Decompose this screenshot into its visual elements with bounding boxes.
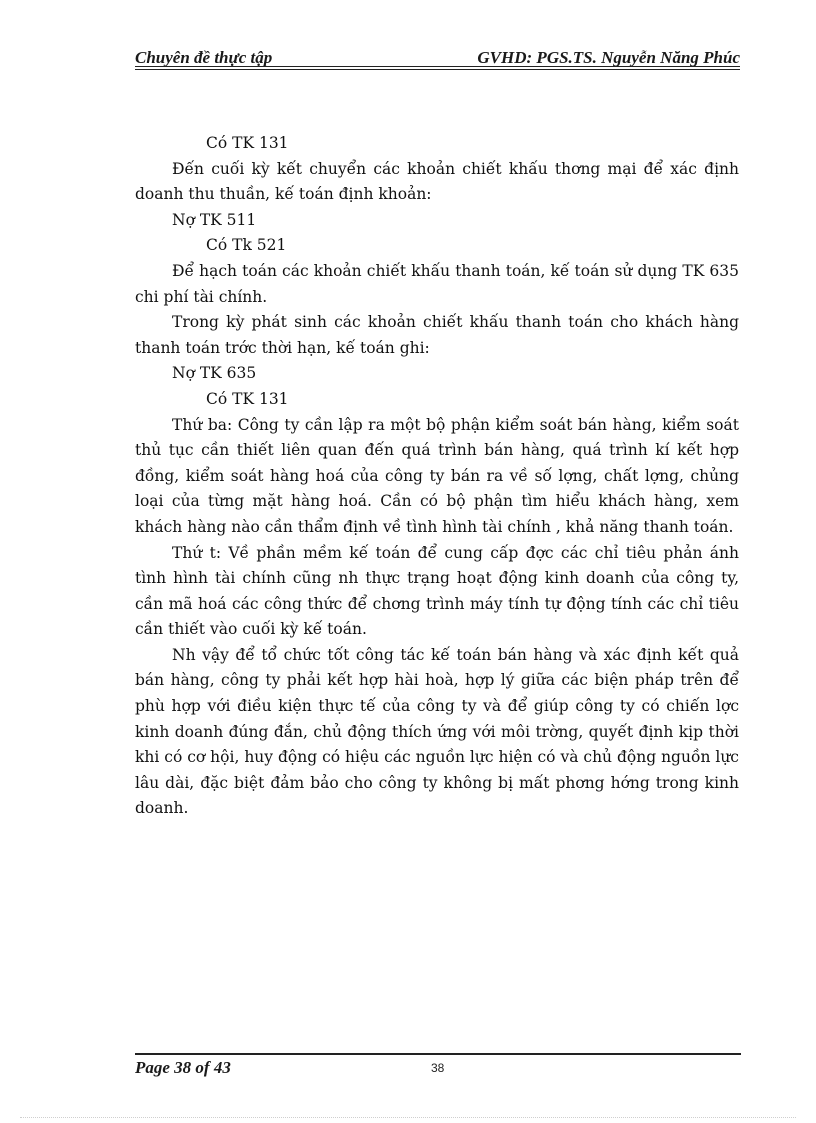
page-header	[135, 48, 740, 70]
footer-page-number: 38	[431, 1061, 445, 1075]
page-bottom-edge	[20, 1117, 796, 1118]
paragraph: Đến cuối kỳ kết chuyển các khoản chiết khấu thơng mại để xác định doanh thu thuần, kế toán định khoản:	[135, 159, 739, 204]
header-title: Chuyên đề thực tập	[135, 48, 273, 67]
paragraph: Để hạch toán các khoản chiết khấu thanh toán, kế toán sử dụng TK 635 chi phí tài chính.	[135, 261, 739, 306]
paragraph: Trong kỳ phát sinh các khoản chiết khấu thanh toán cho khách hàng thanh toán trớc thời hạn, kế toán ghi:	[135, 313, 739, 357]
paragraph: Nợ TK 635	[172, 364, 257, 383]
paragraph: Nợ TK 511	[172, 210, 257, 229]
footer-rule	[135, 1053, 741, 1055]
footer-page-label: Page 38 of 43	[135, 1058, 231, 1077]
paragraph: Có TK 131	[206, 389, 289, 408]
paragraph: Có TK 131	[206, 134, 289, 152]
paragraph: Có Tk 521	[206, 236, 287, 255]
header-rule-double	[135, 69, 740, 70]
paragraph: Thứ ba: Công ty cần lập ra một bộ phận kiểm soát bán hàng, kiểm soát thủ tục cần thiết liên quan đến quá trình bán hàng, quá trình kí kết hợp đồng, kiểm soát hàng hoá của công ty bán ra về số lợng, chất lợng, chủng loại của từng mặt hàng hoá. Cần có bộ phận tìm hiểu khách hàng, xem khách hàng nào cần thẩm định về tình hình tài chính , khả năng thanh toán.	[135, 415, 739, 536]
paragraph: Thứ t: Về phần mềm kế toán để cung cấp đợc các chỉ tiêu phản ánh tình hình tài chính cũng nh thực trạng hoạt động kinh doanh của công ty, cần mã hoá các công thức để chơng trình máy tính tự động tính các chỉ tiêu cần thiết vào cuối kỳ kế toán.	[135, 543, 739, 639]
paragraph: Nh vậy để tổ chức tốt công tác kế toán bán hàng và xác định kết quả bán hàng, công ty phải kết hợp hài hoà, hợp lý giữa các biện pháp trên để phù hợp với điều kiện thực tế của công ty và để giúp công ty có chiến lợc kinh doanh đúng đắn, chủ động thích ứng với môi trờng, quyết định kịp thời khi có cơ hội, huy động có hiệu các nguồn lực hiện có và chủ động nguồn lực lâu dài, đặc biệt đảm bảo cho công ty không bị mất phơng hớng trong kinh doanh.	[135, 645, 739, 818]
header-supervisor: GVHD: PGS.TS. Nguyễn Năng Phúc	[477, 48, 740, 67]
header-rule	[135, 66, 740, 67]
document-body	[135, 131, 739, 822]
